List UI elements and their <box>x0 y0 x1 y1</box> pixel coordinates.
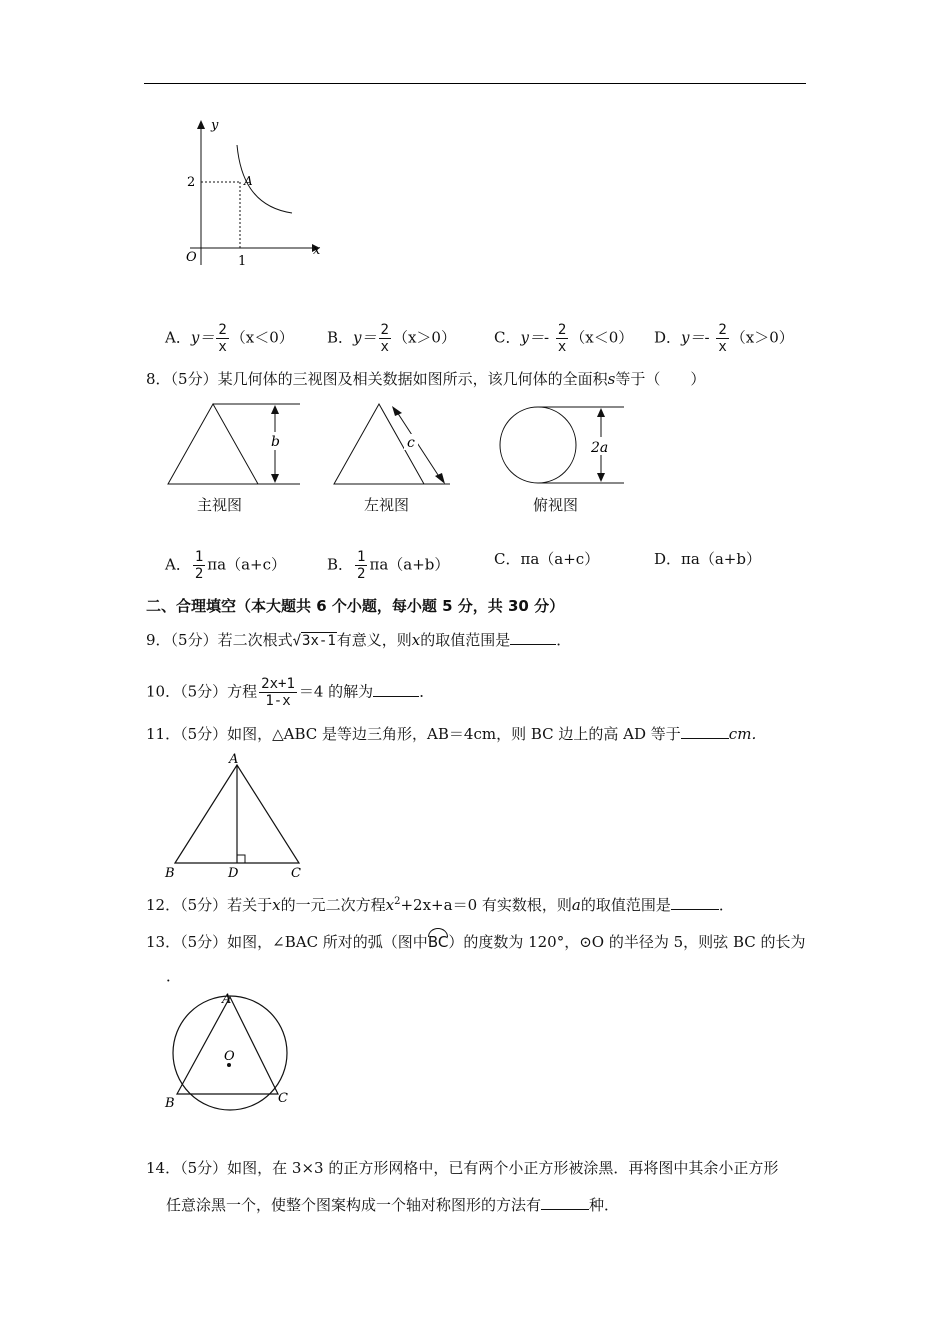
vertex-b-label: B <box>165 1096 175 1111</box>
arc-bc: BC <box>428 928 449 952</box>
fraction: $\frac{1}{2}$ <box>194 549 204 582</box>
q12: 12．（5分）若关于x的一元二次方程$x^2+2x+a=0$ 有实数根，则a的取值范围是 ． <box>146 896 734 914</box>
q8-left-view <box>326 396 456 496</box>
point-a-label: A <box>244 174 253 188</box>
q7-hyperbola-graph <box>180 115 330 275</box>
dim-b-label: b <box>271 434 280 450</box>
header-rule <box>144 83 806 84</box>
top-view-label: 俯视图 <box>533 496 579 514</box>
q14-line1: 14．（5分）如图，在 3×3 的正方形网格中，已有两个小正方形被涂黑．再将图中其余小正方形 <box>146 1159 779 1177</box>
q13-circle-figure <box>160 990 300 1115</box>
q7-option-d: D．y＝- $\frac{2}{x}$ （x＞0） <box>654 322 794 355</box>
q7-option-a: A．y＝ $\frac{2}{x}$ （x＜0） <box>165 322 294 355</box>
q13-line2: ． <box>166 967 182 985</box>
fraction: $\frac{2x+1}{1-x}$ <box>261 676 295 709</box>
square-root: √3x-1 <box>292 633 336 649</box>
q13: 13．（5分）如图，∠BAC 所对的弧（图中BC）的度数为 120°，⊙O 的半径为 5，则弦 BC 的长为 <box>146 928 806 952</box>
q8-option-c: C．πa（a+c） <box>494 550 600 568</box>
q11: 11．（5分）如图，△ABC 是等边三角形，AB＝4cm，则 BC 边上的高 AD 等于 cm． <box>146 725 767 743</box>
fraction: $\frac{2}{x}$ <box>218 322 227 355</box>
center-o-label: O <box>224 1049 235 1064</box>
q11-triangle-figure <box>160 750 310 880</box>
answer-blank[interactable] <box>681 724 729 739</box>
fraction: $\frac{2}{x}$ <box>557 322 567 355</box>
origin-label: O <box>186 250 197 265</box>
vertex-b-label: B <box>165 866 175 880</box>
q14-line2: 任意涂黑一个，使整个图案构成一个轴对称图形的方法有 种． <box>166 1196 620 1214</box>
q9: 9．（5分）若二次根式√3x-1有意义，则x的取值范围是 ． <box>146 631 572 649</box>
q8-top-view <box>496 402 636 494</box>
fraction: $\frac{2}{x}$ <box>718 322 727 355</box>
dim-c-label: c <box>407 435 415 451</box>
q10: 10．（5分）方程 $\frac{2x+1}{1-x}$ ＝4 的解为 ． <box>146 676 435 709</box>
x-axis-label: x <box>313 243 321 258</box>
dim-2a-label: 2a <box>591 440 609 456</box>
x-tick-label: 1 <box>238 254 247 269</box>
fraction: $\frac{2}{x}$ <box>380 322 389 355</box>
vertex-c-label: C <box>278 1091 288 1106</box>
answer-blank[interactable] <box>541 1195 589 1210</box>
section-2-title: 二、合理填空（本大题共 6 个小题，每小题 5 分，共 30 分） <box>146 597 565 615</box>
y-axis-arrow <box>197 120 205 129</box>
q8-option-b: B． $\frac{1}{2}$ πa（a+b） <box>327 549 450 582</box>
front-view-label: 主视图 <box>197 496 243 514</box>
vertex-a-label: A <box>229 752 239 767</box>
left-view-label: 左视图 <box>364 496 410 514</box>
answer-blank[interactable] <box>671 895 719 910</box>
q7-option-b: B．y＝ $\frac{2}{x}$ （x＞0） <box>327 322 456 355</box>
q8-option-d: D．πa（a+b） <box>654 550 761 568</box>
answer-blank[interactable] <box>373 682 419 697</box>
vertex-a-label: A <box>222 992 232 1007</box>
answer-blank[interactable] <box>510 630 556 645</box>
fraction: $\frac{1}{2}$ <box>357 549 366 582</box>
q8-stem: 8．（5分）某几何体的三视图及相关数据如图所示，该几何体的全面积s等于（ ） <box>146 370 706 388</box>
foot-d-label: D <box>228 866 239 880</box>
q7-option-c: C．y＝- $\frac{2}{x}$ （x＜0） <box>494 322 634 355</box>
q8-option-a: A． $\frac{1}{2}$ πa（a+c） <box>165 549 286 582</box>
y-tick-label: 2 <box>187 175 196 190</box>
q8-front-view <box>160 396 310 496</box>
vertex-c-label: C <box>291 866 301 880</box>
y-axis-label: y <box>211 118 219 133</box>
